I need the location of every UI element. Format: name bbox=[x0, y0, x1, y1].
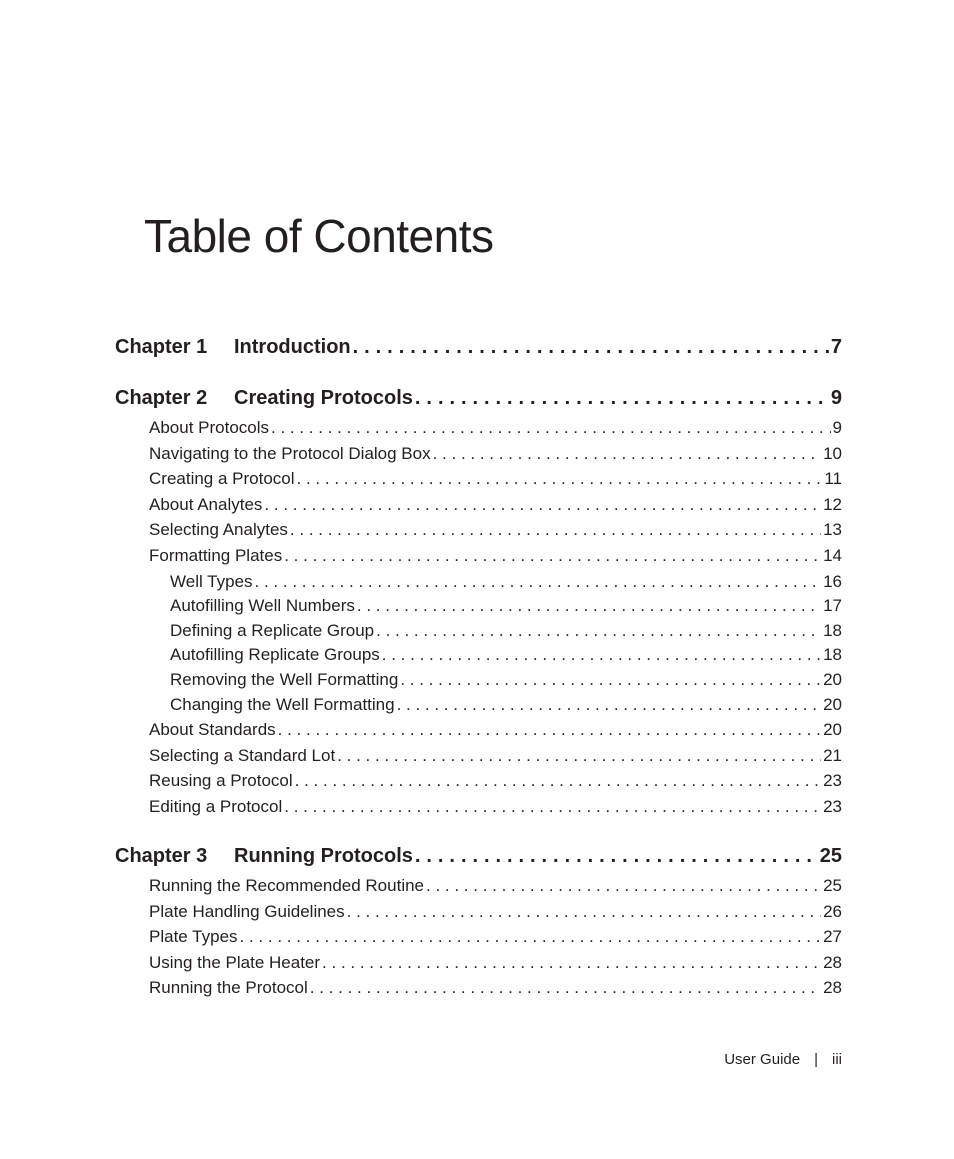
entry-title: Changing the Well Formatting bbox=[170, 695, 395, 714]
dot-leader bbox=[284, 544, 821, 568]
entry-title: About Analytes bbox=[149, 495, 263, 514]
page-number: 17 bbox=[823, 596, 842, 615]
dot-leader bbox=[415, 384, 829, 412]
toc-entry[interactable] bbox=[149, 900, 842, 924]
footer-page-number: iii bbox=[832, 1051, 842, 1068]
toc-entry[interactable] bbox=[149, 744, 842, 768]
chapter-number: Chapter 3 bbox=[115, 845, 208, 867]
dot-leader bbox=[426, 874, 821, 898]
dot-leader bbox=[357, 594, 821, 618]
page-number: 25 bbox=[823, 876, 842, 895]
page-number: 18 bbox=[823, 645, 842, 664]
entry-title: Formatting Plates bbox=[149, 546, 283, 565]
page-number: 23 bbox=[823, 771, 842, 790]
dot-leader bbox=[376, 619, 821, 643]
dot-leader bbox=[278, 718, 821, 742]
page-number: 20 bbox=[823, 695, 842, 714]
entry-title: About Protocols bbox=[149, 418, 270, 437]
toc-entry[interactable] bbox=[149, 467, 842, 491]
toc-entry[interactable] bbox=[149, 518, 842, 542]
page-number: 16 bbox=[823, 572, 842, 591]
page-number: 10 bbox=[823, 444, 842, 463]
toc-subentry[interactable] bbox=[170, 643, 842, 667]
chapter-title: Creating Protocols bbox=[234, 387, 413, 409]
footer-separator: | bbox=[814, 1051, 818, 1068]
entry-title: Plate Handling Guidelines bbox=[149, 902, 345, 921]
toc-chapter-1[interactable] bbox=[115, 333, 842, 361]
entry-title: About Standards bbox=[149, 720, 276, 739]
entry-title: Selecting a Standard Lot bbox=[149, 746, 336, 765]
page-number: 9 bbox=[830, 387, 842, 409]
toc-subentry[interactable] bbox=[170, 693, 842, 717]
dot-leader bbox=[240, 925, 822, 949]
page-number: 14 bbox=[823, 546, 842, 565]
entry-title: Removing the Well Formatting bbox=[170, 670, 399, 689]
page-number: 20 bbox=[823, 720, 842, 739]
chapter-title: Introduction bbox=[234, 336, 351, 358]
entry-title: Creating a Protocol bbox=[149, 469, 295, 488]
page-number: 7 bbox=[830, 336, 842, 358]
page-number: 13 bbox=[823, 520, 842, 539]
chapter-number: Chapter 1 bbox=[115, 336, 208, 358]
dot-leader bbox=[433, 442, 821, 466]
entry-title: Autofilling Well Numbers bbox=[170, 596, 355, 615]
dot-leader bbox=[255, 570, 822, 594]
page-number: 26 bbox=[823, 902, 842, 921]
dot-leader bbox=[322, 951, 821, 975]
entry-title: Defining a Replicate Group bbox=[170, 621, 375, 640]
page-number: 28 bbox=[823, 978, 842, 997]
dot-leader bbox=[337, 744, 821, 768]
page-footer bbox=[724, 1050, 842, 1070]
entry-title: Plate Types bbox=[149, 927, 238, 946]
dot-leader bbox=[397, 693, 822, 717]
toc-chapter-2[interactable] bbox=[115, 384, 842, 412]
dot-leader bbox=[290, 518, 821, 542]
entry-title: Well Types bbox=[170, 572, 253, 591]
page-number: 12 bbox=[823, 495, 842, 514]
chapter-title: Running Protocols bbox=[234, 845, 413, 867]
toc-entry[interactable] bbox=[149, 976, 842, 1000]
dot-leader bbox=[400, 668, 821, 692]
page-number: 18 bbox=[823, 621, 842, 640]
entry-title: Selecting Analytes bbox=[149, 520, 288, 539]
toc-entry[interactable] bbox=[149, 769, 842, 793]
page-number: 25 bbox=[819, 845, 842, 867]
dot-leader bbox=[264, 493, 821, 517]
page-number: 20 bbox=[823, 670, 842, 689]
page-number: 27 bbox=[823, 927, 842, 946]
footer-doc-name: User Guide bbox=[724, 1051, 801, 1068]
toc-entry[interactable] bbox=[149, 493, 842, 517]
entry-title: Navigating to the Protocol Dialog Box bbox=[149, 444, 431, 463]
toc-entry[interactable] bbox=[149, 951, 842, 975]
toc-subentry[interactable] bbox=[170, 594, 842, 618]
page-number: 28 bbox=[823, 953, 842, 972]
chapter-number: Chapter 2 bbox=[115, 387, 208, 409]
dot-leader bbox=[415, 842, 818, 870]
entry-title: Autofilling Replicate Groups bbox=[170, 645, 380, 664]
toc-subentry[interactable] bbox=[170, 619, 842, 643]
dot-leader bbox=[297, 467, 823, 491]
dot-leader bbox=[271, 416, 831, 440]
page-number: 23 bbox=[823, 797, 842, 816]
entry-title: Editing a Protocol bbox=[149, 797, 283, 816]
page-number: 11 bbox=[824, 469, 842, 488]
entry-title: Running the Protocol bbox=[149, 978, 308, 997]
toc-entry[interactable] bbox=[149, 442, 842, 466]
entry-title: Running the Recommended Routine bbox=[149, 876, 425, 895]
toc-entry[interactable] bbox=[149, 718, 842, 742]
toc-subentry[interactable] bbox=[170, 668, 842, 692]
dot-leader bbox=[310, 976, 821, 1000]
toc-entry[interactable] bbox=[149, 925, 842, 949]
toc-chapter-3[interactable] bbox=[115, 842, 842, 870]
entry-title: Using the Plate Heater bbox=[149, 953, 321, 972]
toc-entry[interactable] bbox=[149, 416, 842, 440]
page-title: Table of Contents bbox=[144, 210, 494, 262]
dot-leader bbox=[284, 795, 821, 819]
dot-leader bbox=[295, 769, 821, 793]
toc-entry[interactable] bbox=[149, 795, 842, 819]
entry-title: Reusing a Protocol bbox=[149, 771, 293, 790]
page-number: 21 bbox=[823, 746, 842, 765]
toc-entry[interactable] bbox=[149, 544, 842, 568]
toc-entry[interactable] bbox=[149, 874, 842, 898]
dot-leader bbox=[347, 900, 821, 924]
dot-leader bbox=[382, 643, 821, 667]
page-number: 9 bbox=[832, 418, 842, 437]
toc-subentry[interactable] bbox=[170, 570, 842, 594]
dot-leader bbox=[353, 333, 829, 361]
